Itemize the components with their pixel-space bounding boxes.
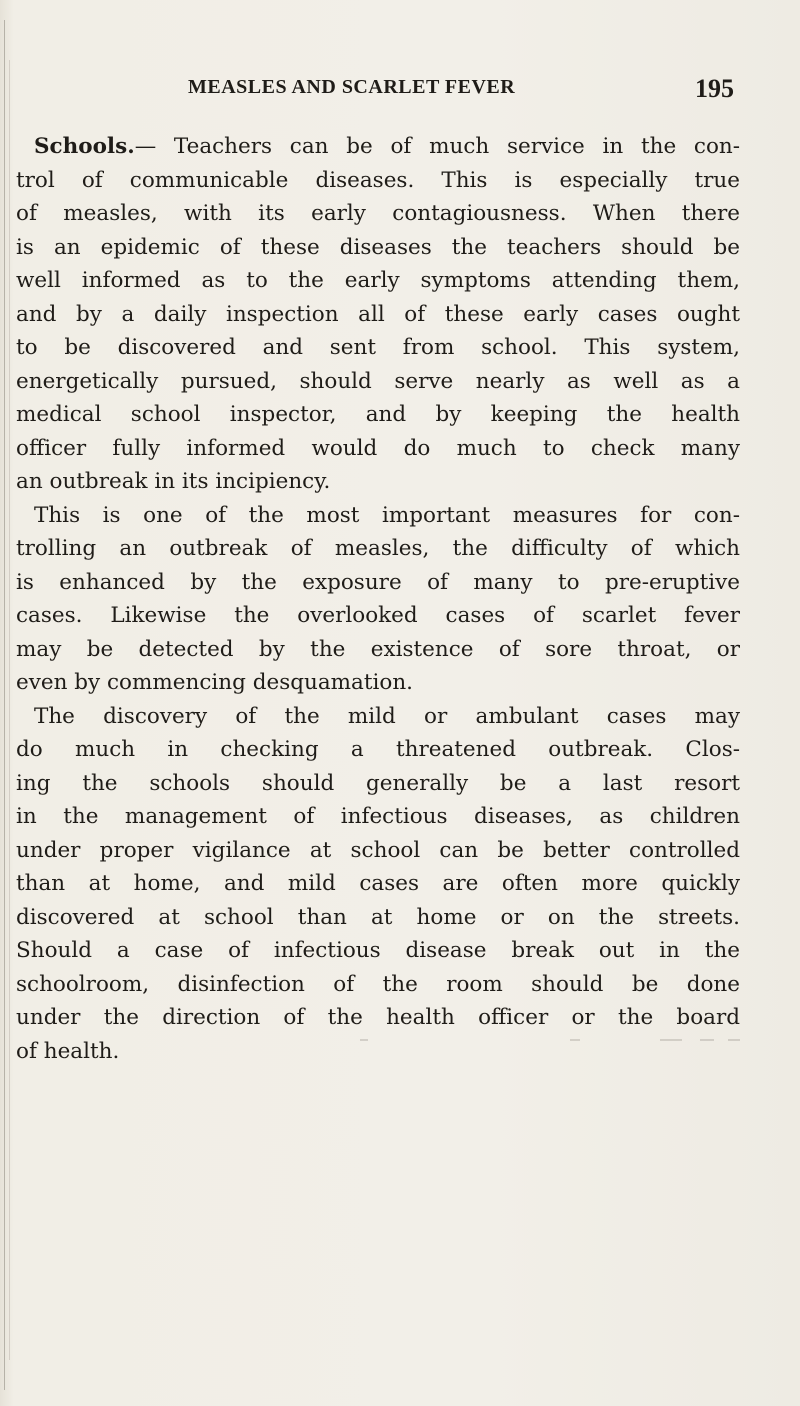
text-line: discovered at school than at home or on the streets.	[16, 904, 740, 930]
body-text	[16, 130, 740, 1068]
text-line: and by a daily inspection all of these early cases ought	[16, 301, 740, 327]
text-line: an outbreak in its incipiency.	[16, 469, 331, 494]
text-line: medical school inspector, and by keeping the health	[16, 402, 740, 427]
text-line: schoolroom, disinfection of the room should be done	[16, 971, 740, 997]
text-line: trol of communicable diseases. This is especially true	[16, 167, 740, 193]
text-line: ing the schools should generally be a last resort	[16, 770, 740, 796]
print-smudge-marks	[360, 1037, 740, 1041]
text-line: Schools.— Teachers can be of much service in the con-	[34, 134, 740, 159]
text-line: This is one of the most important measures for con-	[34, 502, 740, 528]
text-line: cases. Likewise the overlooked cases of scarlet fever	[16, 603, 740, 628]
running-title: MEASLES AND SCARLET FEVER	[188, 76, 516, 98]
section-lead-in: Schools.	[34, 134, 135, 159]
text-line: to be discovered and sent from school. This system,	[16, 335, 740, 360]
text-line: of health.	[16, 1038, 120, 1064]
text-line: of measles, with its early contagiousness. When there	[16, 201, 740, 226]
text-line: well informed as to the early symptoms attending them,	[16, 268, 740, 293]
text-line: is an epidemic of these diseases the teachers should be	[16, 234, 740, 260]
page-number: 195	[695, 74, 734, 103]
text-line: do much in checking a threatened outbreak. Clos-	[16, 737, 740, 762]
page-gutter-shadow	[9, 60, 10, 1360]
text-line: trolling an outbreak of measles, the difficulty of which	[16, 536, 740, 561]
text-line: than at home, and mild cases are often more quickly	[16, 871, 740, 896]
text-line: Should a case of infectious disease break out in the	[16, 938, 740, 963]
text-line: energetically pursued, should serve nearly as well as a	[16, 368, 740, 394]
running-head	[188, 74, 740, 108]
page-gutter-edge	[4, 20, 5, 1390]
text-line: under the direction of the health officer or the board	[16, 1005, 740, 1030]
text-line: in the management of infectious diseases, as children	[16, 804, 740, 829]
text-line: officer fully informed would do much to check many	[16, 435, 740, 461]
text-line: under proper vigilance at school can be better controlled	[16, 837, 740, 863]
text-line: The discovery of the mild or ambulant cases may	[34, 703, 740, 729]
text-line: even by commencing desquamation.	[16, 670, 414, 695]
text-line: is enhanced by the exposure of many to pre-eruptive	[16, 569, 740, 595]
text-line: may be detected by the existence of sore throat, or	[16, 636, 740, 662]
